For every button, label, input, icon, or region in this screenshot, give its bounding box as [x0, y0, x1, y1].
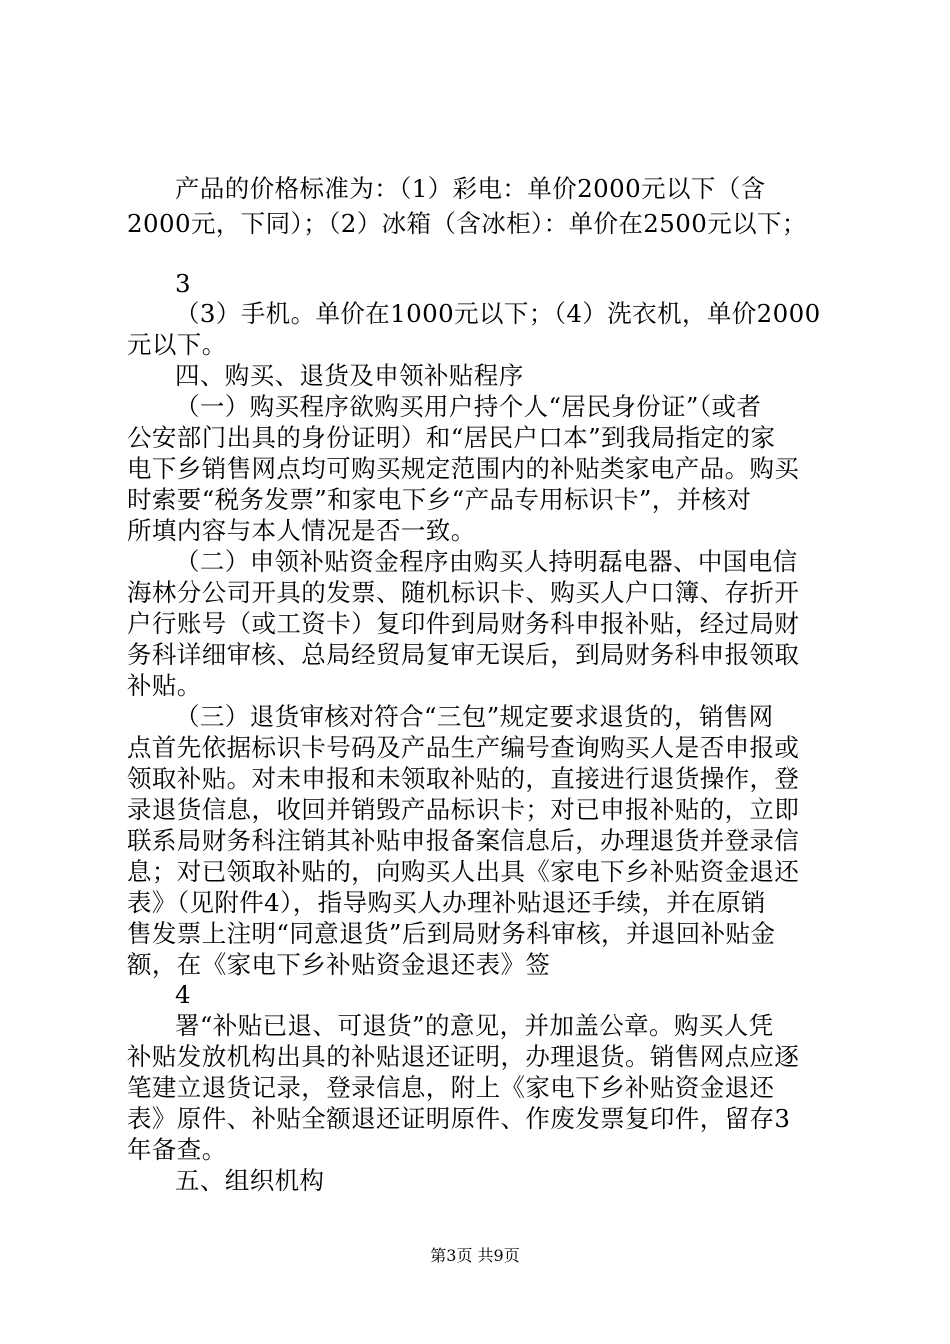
body-line: 领取补贴。对未申报和未领取补贴的，直接进行退货操作，登 — [127, 764, 800, 793]
page-number-footer: 第3页 共9页 — [430, 1246, 520, 1265]
body-line: （3）手机。单价在1000元以下；（4）洗衣机，单价2000 — [175, 299, 821, 328]
body-line: 额，在《家电下乡补贴资金退还表》签 — [127, 950, 551, 979]
body-line: （一）购买程序欲购买用户持个人“居民身份证”（或者 — [175, 392, 762, 421]
body-line: （三）退货审核对符合“三包”规定要求退货的，销售网 — [175, 702, 774, 731]
body-line: 补贴。 — [127, 671, 202, 700]
body-line: 补贴发放机构出具的补贴退还证明，办理退货。销售网点应逐 — [127, 1042, 800, 1071]
body-line: 所填内容与本人情况是否一致。 — [127, 516, 476, 545]
body-line: 时索要“税务发票”和家电下乡“产品专用标识卡”，并核对 — [127, 485, 752, 514]
page-marker: 4 — [175, 980, 191, 1009]
body-line: 海林分公司开具的发票、随机标识卡、购买人户口簿、存折开 — [127, 578, 800, 607]
section-heading: 五、组织机构 — [175, 1166, 325, 1195]
body-line: 年备查。 — [127, 1135, 227, 1164]
body-line: （二）申领补贴资金程序由购买人持明磊电器、中国电信 — [175, 547, 798, 576]
body-line: 表》（见附件4），指导购买人办理补贴退还手续，并在原销 — [127, 888, 766, 917]
body-line: 息；对已领取补贴的，向购买人出具《家电下乡补贴资金退还 — [127, 857, 800, 886]
body-line: 电下乡销售网点均可购买规定范围内的补贴类家电产品。购买 — [127, 454, 800, 483]
body-line: 产品的价格标准为：（1）彩电：单价2000元以下（含 — [175, 174, 766, 203]
section-heading: 四、购买、退货及申领补贴程序 — [175, 361, 524, 390]
body-line: 笔建立退货记录，登录信息，附上《家电下乡补贴资金退还 — [127, 1073, 775, 1102]
body-line: 售发票上注明“同意退货”后到局财务科审核，并退回补贴金 — [127, 919, 776, 948]
body-line: 户行账号（或工资卡）复印件到局财务科申报补贴，经过局财 — [127, 609, 800, 638]
body-line: 2000元，下同）；（2）冰箱（含冰柜）：单价在2500元以下； — [127, 209, 807, 238]
body-line: 点首先依据标识卡号码及产品生产编号查询购买人是否申报或 — [127, 733, 800, 762]
page-marker: 3 — [175, 269, 191, 298]
body-line: 表》原件、补贴全额退还证明原件、作废发票复印件，留存3 — [127, 1104, 791, 1133]
body-line: 公安部门出具的身份证明）和“居民户口本”到我局指定的家 — [127, 423, 776, 452]
body-line: 元以下。 — [127, 330, 227, 359]
body-line: 录退货信息，收回并销毁产品标识卡；对已申报补贴的，立即 — [127, 795, 800, 824]
body-line: 联系局财务科注销其补贴申报备案信息后，办理退货并登录信 — [127, 826, 800, 855]
body-line: 署“补贴已退、可退货”的意见，并加盖公章。购买人凭 — [175, 1011, 774, 1040]
body-line: 务科详细审核、总局经贸局复审无误后，到局财务科申报领取 — [127, 640, 800, 669]
